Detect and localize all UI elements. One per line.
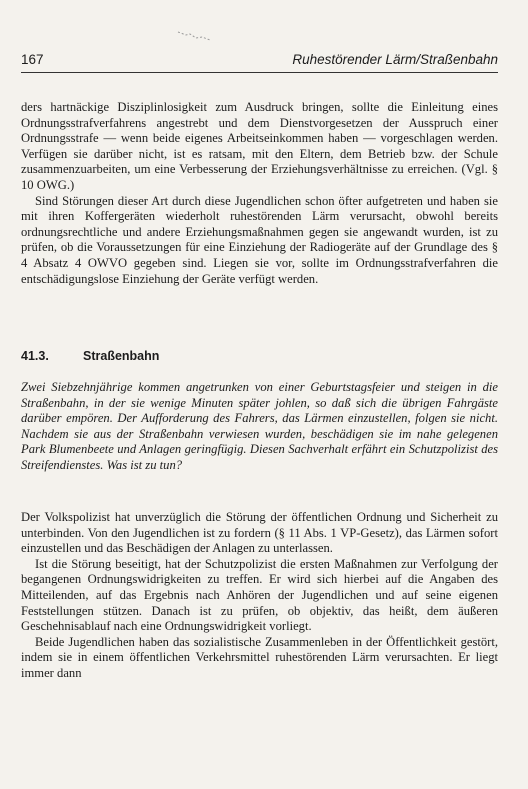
answer-paragraph-3: Beide Jugendlichen haben das sozialistische Zusammenleben in der Öffentlichkeit gestört, indem sie in einem öffentlichen Verkehrsmittel ruhestörenden Lärm verursachten. Er liegt immer dann [21,634,498,680]
intro-paragraph-2: Sind Störungen dieser Art durch diese Jugendlichen schon öfter aufgetreten und haben sie mit ihren Koffergeräten wiederholt ruhestörenden Lärm verursacht, obwohl bereits ordnungsrechtliche und andere Erziehungsmaßnahmen gegen sie angewandt wurden, ist zu prüfen, ob die Voraussetzungen für eine Einziehung der Radiogeräte auf der Grundlage des § 4 Absatz 4 OWVO gegeben sind. Liegen sie vor, sollte im Ordnungsstrafverfahren die entschädigungslose Einziehung der Geräte verfügt werden. [21,193,498,286]
intro-paragraph-1: ders hartnäckige Disziplinlosigkeit zum Ausdruck bringen, sollte die Einleitung eines Ordnungsstrafverfahrens angestrebt und dem Dienstvorgesetzen der Ausspruch einer Ordnungsstrafe — wenn beide eigenes Arbeitseinkommen haben — vorgeschlagen werden. Verfügen sie darüber nicht, ist es ratsam, mit den Eltern, dem Betrieb bzw. der Schule zusammenzuarbeiten, um eine Verbesserung der Erziehungsverhältnisse zu erreichen. (Vgl. § 10 OWG.) [21,100,498,192]
page-number: 167 [21,52,44,67]
case-paragraph: Zwei Siebzehnjährige kommen angetrunken von einer Geburtstagsfeier und steigen in die Straßenbahn, in der sie wenige Minuten später johlen, so daß sich die übrigen Fahrgäste darüber empören. Der Aufforderung des Fahrers, das Lärmen einzustellen, folgen sie nicht. Nachdem sie aus der Straßenbahn verwiesen wurden, beschädigen sie im nahe gelegenen Park Blumenbeete und Anlagen geringfügig. Diesen Sachverhalt erfährt ein Schutzpolizist des Streifendienstes. Was ist zu tun? [21,380,498,472]
intro-text [21,100,498,287]
ink-smudge-mark [176,28,216,42]
answer-text [21,510,498,682]
running-title: Ruhestörender Lärm/Straßenbahn [292,52,498,67]
section-heading [21,349,159,363]
answer-paragraph-2: Ist die Störung beseitigt, hat der Schutzpolizist die ersten Maßnahmen zur Verfolgung der begangenen Ordnungswidrigkeiten zu treffen. Er wird sich hierbei auf die Angaben des Mitteilenden, auf das Ergebnis nach Anhören der Jugendlichen und auf seine eigenen Feststellungen stützen. Danach ist zu prüfen, ob objektiv, das heißt, dem äußeren Geschehnisablauf nach eine Ordnungswidrigkeit vorliegt. [21,556,498,634]
answer-paragraph-1: Der Volkspolizist hat unverzüglich die Störung der öffentlichen Ordnung und Sicherheit zu unterbinden. Von den Jugendlichen ist zu fordern (§ 11 Abs. 1 VP-Gesetz), das Lärmen sofort einzustellen und das Beschädigen der Anlagen zu unterlassen. [21,510,498,556]
case-description [21,380,498,474]
header-rule [21,72,498,73]
section-number: 41.3. [21,349,49,363]
running-header [21,52,498,70]
section-title: Straßenbahn [83,349,160,363]
